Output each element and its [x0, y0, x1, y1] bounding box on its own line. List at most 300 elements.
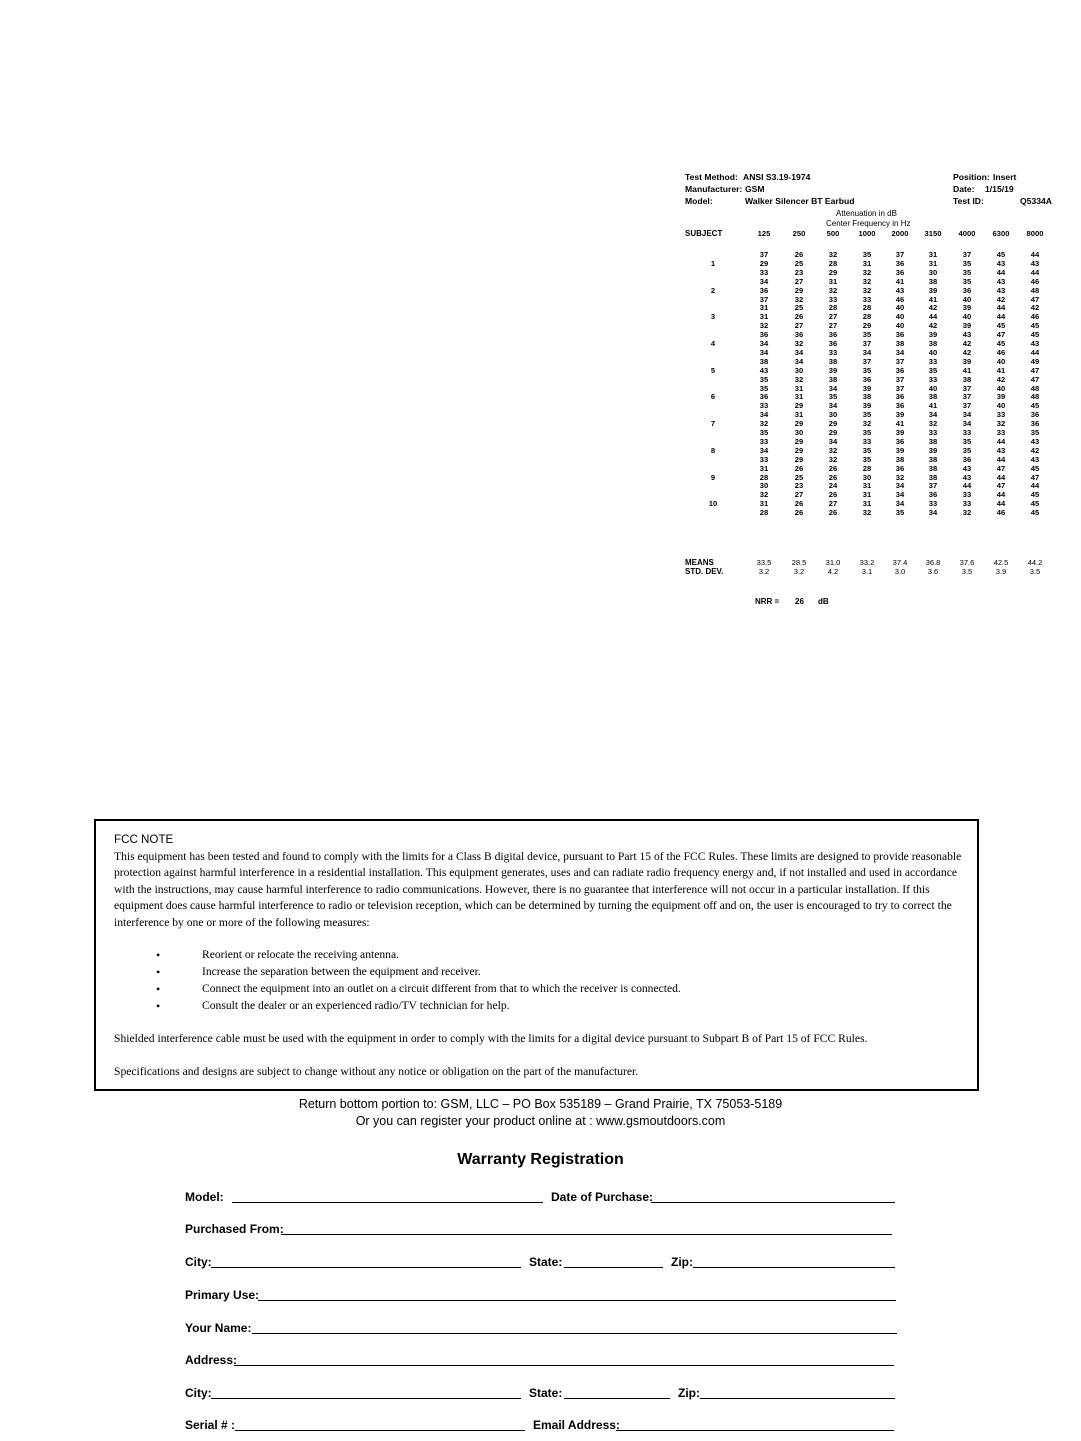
attenuation-cell: 31: [794, 383, 804, 393]
measure-text: Reorient or relocate the receiving antenna.: [202, 948, 399, 961]
mean-value: 33.2: [859, 558, 875, 567]
attenuation-cell: 33: [759, 401, 769, 411]
attenuation-cell: 30: [794, 428, 804, 437]
attenuation-cell: 26: [828, 508, 838, 518]
attenuation-cell: 31: [862, 499, 872, 509]
attenuation-cell: 27: [828, 499, 838, 509]
mean-value: 31.0: [825, 558, 841, 567]
attenuation-cell: 35: [862, 250, 872, 259]
attenuation-cell: 34: [794, 347, 804, 357]
attenuation-cell: 47: [996, 463, 1006, 473]
attenuation-cell: 34: [759, 347, 769, 357]
zip-field-2[interactable]: [700, 1398, 895, 1399]
attenuation-cell: 26: [794, 312, 804, 322]
attenuation-cell: 30: [759, 481, 769, 491]
attenuation-cell: 35: [1030, 428, 1040, 437]
attenuation-cell: 33: [996, 428, 1006, 437]
attenuation-cell: 33: [862, 294, 872, 304]
attenuation-cell: 43: [1030, 436, 1040, 446]
attenuation-cell: 32: [962, 508, 972, 518]
std-dev-value: 3.2: [793, 567, 805, 576]
primary-use-field[interactable]: [258, 1300, 896, 1301]
attenuation-cell: 32: [928, 419, 938, 429]
attenuation-cell: 35: [962, 276, 972, 286]
state-field[interactable]: [564, 1267, 663, 1268]
attenuation-cell: 45: [1030, 463, 1040, 473]
attenuation-cell: 31: [928, 250, 938, 259]
attenuation-cell: 40: [962, 312, 972, 322]
subject-number: 2: [710, 285, 716, 295]
attenuation-cell: 30: [828, 410, 838, 420]
attenuation-cell: 46: [996, 508, 1006, 518]
attenuation-cell: 43: [1030, 258, 1040, 268]
attenuation-cell: 36: [895, 463, 905, 473]
attenuation-cell: 34: [895, 490, 905, 500]
attenuation-cell: 44: [996, 490, 1006, 500]
attenuation-cell: 34: [895, 481, 905, 491]
attenuation-cell: 39: [996, 392, 1006, 402]
bullet-icon: •: [156, 948, 161, 962]
attenuation-cell: 40: [928, 383, 938, 393]
fcc-specifications-note: Specifications and designs are subject to change without any notice or obligation on the part of the manufacturer.: [114, 1065, 639, 1078]
attenuation-cell: 26: [794, 463, 804, 473]
zip-label-2: Zip:: [678, 1386, 700, 1400]
address-field[interactable]: [234, 1365, 894, 1366]
attenuation-cell: 32: [996, 419, 1006, 429]
attenuation-cell: 34: [928, 410, 938, 420]
subject-number: 8: [710, 445, 716, 455]
attenuation-cell: 25: [794, 303, 804, 313]
attenuation-cell: 29: [759, 258, 769, 268]
attenuation-cell: 36: [794, 330, 804, 340]
attenuation-cell: 37: [962, 401, 972, 411]
attenuation-cell: 39: [928, 285, 938, 295]
attenuation-cell: 32: [759, 419, 769, 429]
attenuation-cell: 47: [1030, 374, 1040, 384]
attenuation-cell: 33: [928, 374, 938, 384]
std-dev-value: 3.5: [1029, 567, 1041, 576]
attenuation-cell: 39: [962, 303, 972, 313]
attenuation-cell: 29: [794, 419, 804, 429]
attenuation-cell: 37: [928, 481, 938, 491]
attenuation-cell: 47: [1030, 365, 1040, 375]
attenuation-cell: 48: [1030, 285, 1040, 295]
city-label-2: City:: [185, 1386, 212, 1400]
primary-use-label: Primary Use:: [185, 1288, 260, 1302]
attenuation-cell: 25: [794, 472, 804, 482]
city-label: City:: [185, 1255, 212, 1269]
frequency-header: 250: [792, 229, 806, 238]
attenuation-cell: 42: [996, 374, 1006, 384]
attenuation-cell: 34: [895, 347, 905, 357]
manufacturer-value: GSM: [745, 184, 765, 194]
attenuation-cell: 28: [759, 508, 769, 518]
attenuation-cell: 43: [996, 445, 1006, 455]
frequency-header: 3150: [924, 229, 942, 238]
attenuation-cell: 42: [928, 321, 938, 331]
attenuation-cell: 40: [996, 356, 1006, 366]
attenuation-cell: 35: [759, 374, 769, 384]
frequency-header: 8000: [1026, 229, 1044, 238]
attenuation-cell: 34: [794, 356, 804, 366]
attenuation-cell: 39: [928, 445, 938, 455]
test-id-label: Test ID:: [953, 196, 984, 206]
attenuation-cell: 33: [828, 294, 838, 304]
attenuation-cell: 34: [862, 347, 872, 357]
attenuation-cell: 38: [928, 454, 938, 464]
attenuation-cell: 44: [1030, 481, 1040, 491]
model-value: Walker Silencer BT Earbud: [745, 196, 855, 206]
attenuation-cell: 36: [895, 365, 905, 375]
mean-value: 37.4: [892, 558, 908, 567]
purchased-from-field[interactable]: [281, 1234, 892, 1235]
attenuation-cell: 37: [862, 356, 872, 366]
std-dev-value: 3.5: [961, 567, 973, 576]
attenuation-cell: 29: [794, 445, 804, 455]
attenuation-cell: 42: [962, 347, 972, 357]
attenuation-cell: 36: [895, 267, 905, 277]
attenuation-cell: 26: [794, 250, 804, 259]
attenuation-cell: 37: [862, 339, 872, 348]
attenuation-cell: 40: [928, 347, 938, 357]
subject-number: 4: [710, 339, 716, 348]
attenuation-cell: 41: [895, 276, 905, 286]
attenuation-cell: 32: [862, 267, 872, 277]
attenuation-cell: 32: [794, 294, 804, 304]
attenuation-cell: 38: [928, 392, 938, 402]
subject-number: 9: [710, 472, 716, 482]
attenuation-cell: 26: [794, 499, 804, 509]
attenuation-cell: 33: [862, 436, 872, 446]
date-value: 1/15/19: [985, 184, 1014, 194]
test-method-value: ANSI S3.19-1974: [743, 172, 811, 182]
attenuation-cell: 43: [996, 258, 1006, 268]
model-field[interactable]: [232, 1202, 543, 1203]
attenuation-cell: 29: [862, 321, 872, 331]
attenuation-cell: 47: [1030, 294, 1040, 304]
attenuation-cell: 38: [862, 392, 872, 402]
attenuation-cell: 32: [759, 490, 769, 500]
std-dev-value: 3.0: [894, 567, 906, 576]
attenuation-cell: 30: [928, 267, 938, 277]
subject-number: 5: [710, 365, 716, 375]
attenuation-cell: 32: [862, 508, 872, 518]
mean-value: 44.2: [1027, 558, 1043, 567]
attenuation-cell: 41: [996, 365, 1006, 375]
attenuation-cell: 31: [928, 258, 938, 268]
attenuation-cell: 34: [759, 276, 769, 286]
state-label: State:: [529, 1255, 563, 1269]
attenuation-cell: 33: [928, 428, 938, 437]
measure-text: Consult the dealer or an experienced radio/TV technician for help.: [202, 999, 510, 1012]
attenuation-cell: 43: [1030, 454, 1040, 464]
state-field-2[interactable]: [564, 1398, 670, 1399]
state-label-2: State:: [529, 1386, 563, 1400]
subject-number: 3: [710, 312, 716, 322]
std-dev-value: 3.2: [758, 567, 770, 576]
attenuation-cell: 43: [962, 330, 972, 340]
attenuation-cell: 40: [996, 383, 1006, 393]
attenuation-cell: 36: [962, 454, 972, 464]
attenuation-cell: 39: [895, 428, 905, 437]
attenuation-cell: 33: [996, 410, 1006, 420]
attenuation-cell: 38: [828, 356, 838, 366]
attenuation-cell: 40: [996, 401, 1006, 411]
attenuation-cell: 39: [962, 321, 972, 331]
test-method-label: Test Method:: [685, 172, 738, 182]
attenuation-cell: 32: [895, 472, 905, 482]
email-address-field[interactable]: [616, 1430, 894, 1431]
attenuation-cell: 38: [928, 339, 938, 348]
std-dev-label: STD. DEV.: [685, 567, 724, 576]
attenuation-cell: 47: [996, 330, 1006, 340]
attenuation-cell: 45: [1030, 401, 1040, 411]
bullet-icon: •: [156, 965, 161, 979]
attenuation-cell: 36: [962, 285, 972, 295]
attenuation-cell: 26: [828, 490, 838, 500]
attenuation-cell: 35: [759, 383, 769, 393]
attenuation-cell: 36: [828, 330, 838, 340]
attenuation-cell: 38: [759, 356, 769, 366]
attenuation-cell: 36: [895, 401, 905, 411]
attenuation-cell: 29: [794, 436, 804, 446]
attenuation-cell: 45: [1030, 508, 1040, 518]
attenuation-cell: 37: [962, 250, 972, 259]
attenuation-cell: 42: [928, 303, 938, 313]
attenuation-cell: 35: [962, 445, 972, 455]
attenuation-cell: 36: [895, 330, 905, 340]
frequency-header: 125: [757, 229, 771, 238]
attenuation-cell: 45: [996, 250, 1006, 259]
attenuation-cell: 35: [862, 365, 872, 375]
attenuation-cell: 31: [862, 490, 872, 500]
attenuation-cell: 40: [962, 294, 972, 304]
attenuation-cell: 35: [828, 392, 838, 402]
attenuation-cell: 47: [1030, 472, 1040, 482]
attenuation-cell: 31: [862, 258, 872, 268]
attenuation-cell: 38: [895, 339, 905, 348]
attenuation-cell: 36: [759, 330, 769, 340]
attenuation-cell: 34: [759, 410, 769, 420]
register-online-note: Or you can register your product online at : www.gsmoutdoors.com: [355, 1114, 726, 1128]
attenuation-cell: 31: [759, 312, 769, 322]
attenuation-cell: 23: [794, 481, 804, 491]
model-label: Model:: [685, 196, 713, 206]
your-name-label: Your Name:: [185, 1321, 252, 1335]
date-of-purchase-label: Date of Purchase:: [551, 1190, 654, 1204]
manufacturer-label: Manufacturer:: [685, 184, 743, 194]
fcc-note-title: FCC NOTE: [114, 833, 174, 846]
attenuation-cell: 26: [828, 472, 838, 482]
attenuation-cell: 32: [828, 285, 838, 295]
attenuation-cell: 36: [1030, 419, 1040, 429]
attenuation-cell: 45: [996, 339, 1006, 348]
frequency-header: 500: [826, 229, 840, 238]
std-dev-value: 4.2: [827, 567, 839, 576]
attenuation-cell: 32: [862, 285, 872, 295]
attenuation-cell: 29: [794, 401, 804, 411]
attenuation-cell: 33: [928, 499, 938, 509]
attenuation-cell: 38: [895, 454, 905, 464]
attenuation-cell: 38: [962, 374, 972, 384]
attenuation-cell: 39: [895, 445, 905, 455]
attenuation-cell: 35: [928, 365, 938, 375]
attenuation-cell: 38: [928, 276, 938, 286]
date-of-purchase-field[interactable]: [651, 1202, 895, 1203]
warranty-registration-title: Warranty Registration: [457, 1151, 624, 1168]
attenuation-cell: 29: [828, 428, 838, 437]
attenuation-cell: 44: [996, 312, 1006, 322]
measure-text: Increase the separation between the equipment and receiver.: [202, 965, 481, 978]
attenuation-cell: 32: [828, 454, 838, 464]
attenuation-cell: 36: [895, 258, 905, 268]
attenuation-cell: 32: [862, 276, 872, 286]
attenuation-cell: 40: [895, 321, 905, 331]
attenuation-cell: 36: [862, 374, 872, 384]
city-field[interactable]: [211, 1267, 521, 1268]
attenuation-cell: 37: [962, 383, 972, 393]
attenuation-cell: 35: [862, 445, 872, 455]
attenuation-cell: 41: [928, 401, 938, 411]
attenuation-cell: 38: [928, 463, 938, 473]
attenuation-cell: 38: [928, 436, 938, 446]
your-name-field[interactable]: [252, 1333, 897, 1334]
subject-number: 7: [710, 419, 716, 429]
attenuation-cell: 34: [759, 445, 769, 455]
address-label: Address:: [185, 1353, 238, 1367]
attenuation-cell: 40: [895, 303, 905, 313]
attenuation-cell: 32: [828, 445, 838, 455]
fcc-note-body: This equipment has been tested and found to comply with the limits for a Class B digital device, pursuant to Part 15 of the FCC Rules. These limits are designed to provide reasonable protection against harmful interference in a residential installation. This equipment generates, uses and can radiate radio frequency energy and, if not installed and used in accordance with the instructions, may cause harmful interference to radio communications. However, there is no guarantee that interference will not occur in a particular installation. If this equipment does cause harmful interference to radio or television reception, which can be determined by turning the equipment off and on, the user is encouraged to try to correct the interference by one or more of the following measures:: [114, 850, 962, 929]
attenuation-cell: 44: [996, 267, 1006, 277]
city-field-2[interactable]: [211, 1398, 521, 1399]
email-address-label: Email Address:: [533, 1418, 620, 1432]
attenuation-cell: 42: [1030, 303, 1040, 313]
attenuation-cell: 34: [962, 419, 972, 429]
attenuation-cell: 43: [759, 365, 769, 375]
frequency-heading: Center Frequency in Hz: [826, 219, 911, 228]
fcc-note-box: [94, 819, 979, 1091]
zip-field[interactable]: [693, 1267, 895, 1268]
attenuation-cell: 42: [996, 294, 1006, 304]
mean-value: 36.8: [925, 558, 941, 567]
attenuation-cell: 35: [862, 330, 872, 340]
attenuation-cell: 44: [928, 312, 938, 322]
attenuation-cell: 45: [1030, 321, 1040, 331]
attenuation-cell: 43: [1030, 339, 1040, 348]
attenuation-cell: 27: [828, 312, 838, 322]
attenuation-cell: 23: [794, 267, 804, 277]
attenuation-cell: 37: [759, 294, 769, 304]
frequency-header: 1000: [858, 229, 876, 238]
test-report: [0, 0, 1081, 620]
attenuation-cell: 43: [996, 276, 1006, 286]
attenuation-cell: 37: [895, 374, 905, 384]
attenuation-cell: 45: [1030, 330, 1040, 340]
attenuation-cell: 27: [794, 490, 804, 500]
attenuation-cell: 44: [996, 454, 1006, 464]
zip-label: Zip:: [671, 1255, 693, 1269]
attenuation-cell: 36: [759, 392, 769, 402]
attenuation-cell: 37: [962, 392, 972, 402]
attenuation-cell: 31: [828, 276, 838, 286]
attenuation-cell: 37: [895, 250, 905, 259]
attenuation-cell: 46: [895, 294, 905, 304]
attenuation-cell: 39: [862, 401, 872, 411]
attenuation-cell: 39: [928, 330, 938, 340]
mean-value: 37.6: [959, 558, 975, 567]
attenuation-cell: 28: [862, 463, 872, 473]
attenuation-cell: 37: [895, 356, 905, 366]
attenuation-cell: 24: [828, 481, 838, 491]
attenuation-cell: 35: [962, 436, 972, 446]
test-id-value: Q5334A: [1020, 196, 1053, 206]
attenuation-cell: 44: [996, 499, 1006, 509]
subject-number: 1: [710, 258, 716, 268]
frequency-header: 6300: [992, 229, 1010, 238]
attenuation-cell: 39: [962, 356, 972, 366]
attenuation-cell: 32: [862, 419, 872, 429]
attenuation-cell: 27: [794, 276, 804, 286]
return-address: Return bottom portion to: GSM, LLC – PO Box 535189 – Grand Prairie, TX 75053-5189: [298, 1097, 783, 1111]
std-dev-value: 3.9: [995, 567, 1007, 576]
std-dev-value: 3.6: [927, 567, 939, 576]
attenuation-cell: 38: [928, 472, 938, 482]
attenuation-cell: 32: [759, 321, 769, 331]
attenuation-cell: 47: [996, 481, 1006, 491]
attenuation-cell: 44: [962, 481, 972, 491]
serial-number-field[interactable]: [235, 1430, 525, 1431]
attenuation-cell: 30: [794, 365, 804, 375]
attenuation-cell: 36: [895, 436, 905, 446]
attenuation-cell: 44: [1030, 267, 1040, 277]
attenuation-cell: 48: [1030, 392, 1040, 402]
attenuation-cell: 43: [962, 463, 972, 473]
attenuation-cell: 31: [862, 481, 872, 491]
attenuation-cell: 42: [1030, 445, 1040, 455]
date-label: Date:: [953, 184, 975, 194]
position-label: Position:: [953, 172, 990, 182]
attenuation-cell: 48: [1030, 383, 1040, 393]
attenuation-cell: 35: [862, 454, 872, 464]
attenuation-cell: 44: [1030, 347, 1040, 357]
attenuation-cell: 43: [895, 285, 905, 295]
attenuation-cell: 32: [828, 250, 838, 259]
attenuation-cell: 26: [828, 463, 838, 473]
attenuation-cell: 35: [962, 258, 972, 268]
attenuation-cell: 34: [759, 339, 769, 348]
means-label: MEANS: [685, 558, 714, 567]
mean-value: 28.5: [791, 558, 807, 567]
attenuation-cell: 31: [794, 410, 804, 420]
attenuation-cell: 33: [828, 347, 838, 357]
attenuation-cell: 49: [1030, 356, 1040, 366]
attenuation-cell: 29: [794, 285, 804, 295]
attenuation-cell: 28: [862, 312, 872, 322]
attenuation-cell: 33: [759, 267, 769, 277]
attenuation-cell: 37: [895, 383, 905, 393]
attenuation-cell: 35: [895, 508, 905, 518]
attenuation-cell: 35: [862, 428, 872, 437]
attenuation-cell: 31: [794, 392, 804, 402]
attenuation-cell: 29: [828, 419, 838, 429]
attenuation-heading: Attenuation in dB: [836, 209, 897, 218]
nrr-value: 26: [795, 597, 804, 606]
attenuation-cell: 34: [962, 410, 972, 420]
attenuation-cell: 27: [828, 321, 838, 331]
attenuation-cell: 39: [862, 383, 872, 393]
attenuation-cell: 31: [759, 499, 769, 509]
